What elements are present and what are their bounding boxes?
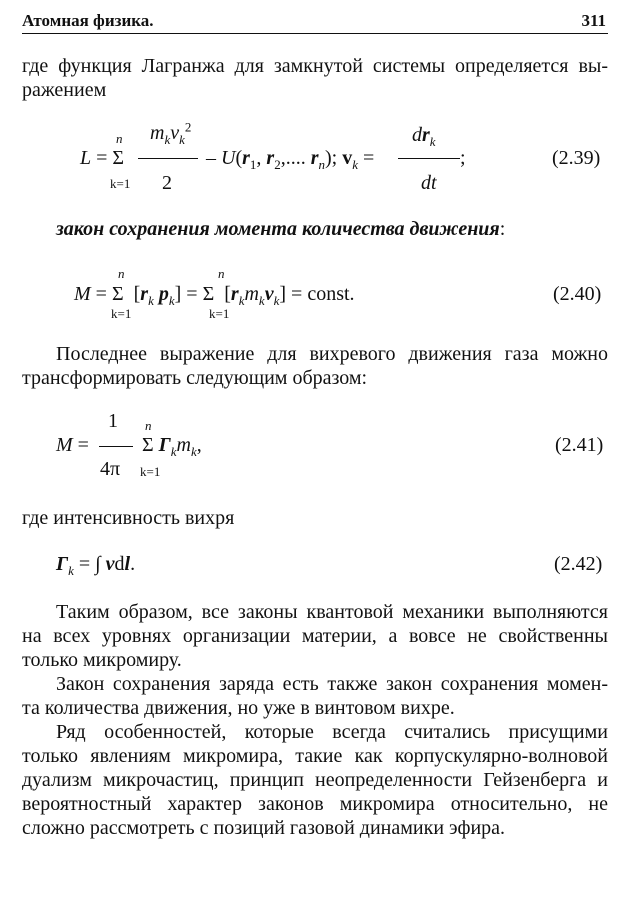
text-line: Последнее выражение для вихревого движения газа можно [56,343,608,365]
page-number: 311 [581,11,606,30]
equation-number: (2.41) [555,434,604,456]
text-line: на всех уровнях организации материи, а вовсе не свойственны [22,625,608,647]
text-line: трансформировать следующим образом: [22,367,368,389]
text-line: вероятностный характер законов микромира относительно, не [22,793,608,815]
sum-lower-limit: k=1 [209,306,230,321]
semicolon: ; [460,147,466,169]
sum-lower-limit: k=1 [140,464,161,479]
fraction-bar [138,158,198,159]
running-header [22,11,608,34]
text-line: ражением [22,79,107,101]
sum-term: Σ $\Gamma_km_k$, [142,434,202,459]
text-line: только явлениям микромира, такие как корпускулярно-волновой [22,745,608,767]
equation-number: (2.39) [552,147,601,169]
fraction-denominator: 4π [100,458,121,480]
text-line: где интенсивность вихря [22,507,235,529]
fraction-bar [99,446,133,447]
equation-lhs: M = [56,434,89,456]
fraction-denominator: 2 [162,172,172,194]
paragraph-quantum [22,600,608,672]
sum-upper-limit: n [145,418,152,433]
sum-lower-limit: k=1 [111,306,132,321]
sum-upper-limit: n [218,266,225,281]
fraction-numerator: 1 [108,410,118,432]
fraction-numerator: $m_kv_k^2$ [150,119,192,147]
derivative-numerator: $dr_k$ [412,124,436,149]
sum-lower-limit: k=1 [110,176,131,191]
paragraph-microworld [22,720,608,840]
text-line: Закон сохранения заряда есть также закон сохранения момен- [56,673,608,695]
paragraph-intensity [22,506,608,530]
fraction-bar [398,158,460,159]
derivative-denominator: dt [421,172,437,194]
text-line: где функция Лагранжа для замкнутой системы определяется вы- [22,55,608,77]
sum-upper-limit: n [116,131,123,146]
text-line: дуализм микрочастиц, принцип неопределенности Гейзенберга и [22,769,608,791]
potential-term: – $U(r_1$, $r_2$,.... $r_n$); $v_k$ = [206,147,375,172]
equation-body: $\Gamma_k$ = ∫ vdl. [56,553,136,578]
text-line: Ряд особенностей, которые всегда считались присущими [56,721,608,743]
equation-body: M = Σ [$r_k$ $p_k] = \Sigma$ $[r_km_kv_k]$ = const. [74,283,355,308]
law-heading: закон сохранения момента количества движения: [56,218,506,240]
text-line: Таким образом, все законы квантовой механики выполняются [56,601,608,623]
text-line: только микромиру. [22,649,182,671]
lagrangian-lhs: L = Σ [80,147,125,169]
paragraph-charge [22,672,608,720]
sum-upper-limit: n [118,266,125,281]
intro-paragraph [22,54,608,102]
paragraph-vortex [22,342,608,390]
equation-number: (2.40) [553,283,602,305]
equation-number: (2.42) [554,553,603,575]
text-line: сложно рассмотреть с позиций газовой динамики эфира. [22,817,506,839]
chapter-title: Атомная физика. [22,11,154,30]
text-line: та количества движения, но уже в винтовом вихре. [22,697,455,719]
